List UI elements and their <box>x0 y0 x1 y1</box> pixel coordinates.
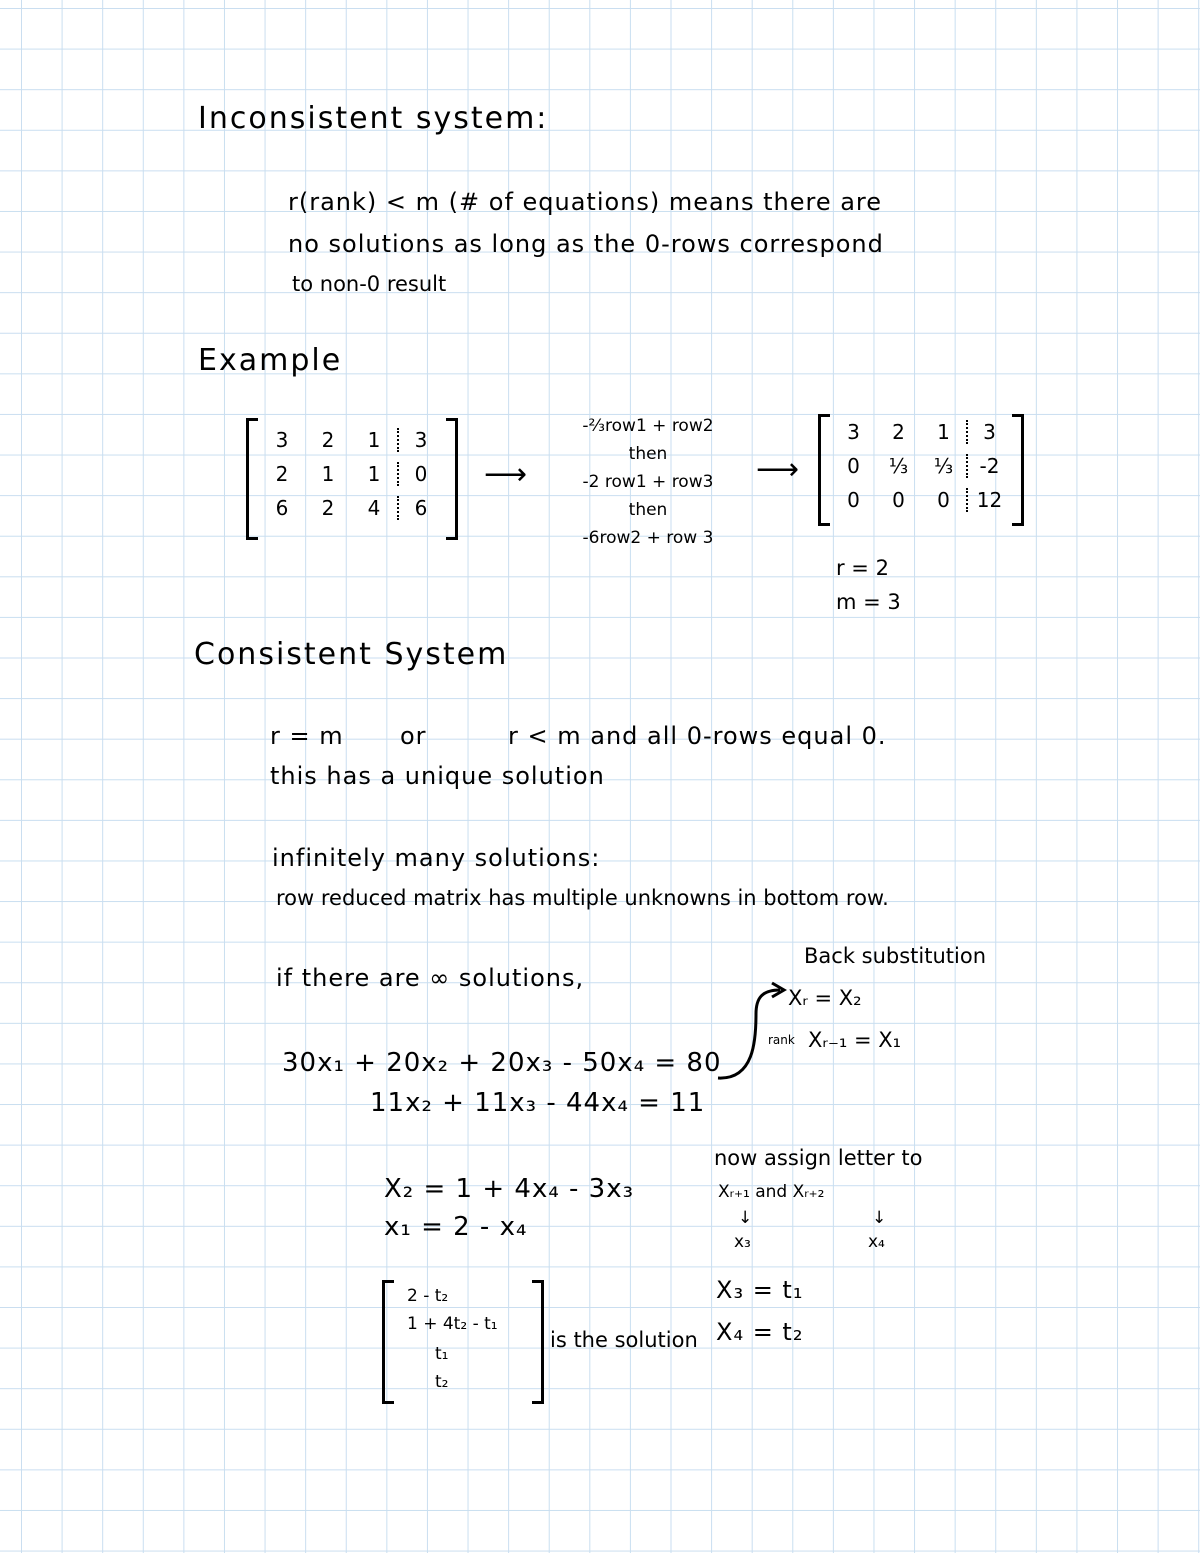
solution-entry: t₁ <box>435 1344 449 1364</box>
solution-vector <box>382 1280 544 1404</box>
augmented-matrix <box>246 418 458 540</box>
reduced-matrix-cells <box>831 420 1011 512</box>
solution-entry: 2 - t₂ <box>407 1286 449 1306</box>
infinite-line: row reduced matrix has multiple unknowns in bottom row. <box>276 886 889 910</box>
assign-x3: x₃ <box>734 1232 751 1252</box>
matrix-cell: 1 <box>367 428 381 452</box>
matrix-cell: 3 <box>847 420 860 444</box>
reduced-matrix <box>818 414 1024 526</box>
consistent-cond-c: r < m and all 0-rows equal 0. <box>508 722 887 750</box>
matrix-cell: 0 <box>937 488 950 512</box>
matrix-cell: 1 <box>367 462 381 486</box>
consistent-line-2: this has a unique solution <box>270 762 605 790</box>
right-arrow-icon: ⟶ <box>484 457 528 492</box>
matrix-cell: 2 <box>892 420 905 444</box>
x4-assignment: X₄ = t₂ <box>716 1318 804 1346</box>
rank-value: r = 2 <box>836 556 889 580</box>
x2-expression: X₂ = 1 + 4x₄ - 3x₃ <box>384 1174 635 1204</box>
consistent-cond-a: r = m <box>270 722 344 750</box>
matrix-cell: ⅓ <box>888 454 909 478</box>
assign-line: Xᵣ₊₁ and Xᵣ₊₂ <box>718 1182 825 1202</box>
matrix-cell: 12 <box>966 488 1011 512</box>
inconsistent-line-2: no solutions as long as the 0-rows correspond <box>288 230 884 258</box>
matrix-cell: 3 <box>966 420 1011 444</box>
rank-label: rank <box>768 1033 795 1047</box>
equation-count-value: m = 3 <box>836 590 901 614</box>
inconsistent-heading: Inconsistent system: <box>198 101 549 136</box>
matrix-cell: 0 <box>847 488 860 512</box>
matrix-cell: 3 <box>397 428 443 452</box>
matrix-cell: 6 <box>397 496 443 520</box>
back-sub-line-2: Xᵣ₋₁ = X₁ <box>808 1028 902 1052</box>
matrix-cell: 0 <box>847 454 860 478</box>
matrix-cell: 6 <box>275 496 289 520</box>
equation-2: 11x₂ + 11x₃ - 44x₄ = 11 <box>370 1088 706 1118</box>
matrix-cell: 1 <box>937 420 950 444</box>
example-heading: Example <box>198 343 343 378</box>
row-op-line: -2 row1 + row3 <box>582 472 714 492</box>
back-substitution-title: Back substitution <box>804 944 987 968</box>
equation-1: 30x₁ + 20x₂ + 20x₃ - 50x₄ = 80 <box>282 1048 722 1078</box>
is-solution-label: is the solution <box>550 1328 698 1352</box>
down-arrow-icon: ↓ <box>738 1208 753 1228</box>
matrix-cell: 2 <box>321 428 335 452</box>
row-operations <box>548 412 748 552</box>
consistent-heading: Consistent System <box>194 637 509 672</box>
row-op-line: -6row2 + row 3 <box>582 528 714 548</box>
back-sub-line-1: Xᵣ = X₂ <box>788 986 862 1010</box>
matrix-cell: 0 <box>397 462 443 486</box>
inconsistent-line-3: to non-0 result <box>292 272 447 296</box>
down-arrow-icon: ↓ <box>872 1208 887 1228</box>
matrix-cell: 0 <box>892 488 905 512</box>
matrix-cell: 4 <box>367 496 381 520</box>
matrix-cell: 2 <box>321 496 335 520</box>
assign-title: now assign letter to <box>714 1146 923 1170</box>
solution-entry: 1 + 4t₂ - t₁ <box>407 1314 498 1334</box>
infinite-heading: infinitely many solutions: <box>272 844 601 872</box>
infinite-solutions-line: if there are ∞ solutions, <box>276 964 585 992</box>
matrix-cell: 3 <box>275 428 289 452</box>
assign-x4: x₄ <box>868 1232 885 1252</box>
inconsistent-line-1: r(rank) < m (# of equations) means there are <box>288 188 883 216</box>
row-op-line: then <box>628 444 668 464</box>
curved-arrow-icon <box>714 980 794 1086</box>
matrix-cell: 1 <box>321 462 335 486</box>
matrix-cell: -2 <box>966 454 1011 478</box>
row-op-line: then <box>628 500 668 520</box>
x3-assignment: X₃ = t₁ <box>716 1276 804 1304</box>
matrix-cell: ⅓ <box>933 454 954 478</box>
solution-entry: t₂ <box>435 1372 449 1392</box>
row-op-line: -⅔row1 + row2 <box>582 416 714 436</box>
matrix-cell: 2 <box>275 462 289 486</box>
right-arrow-icon: ⟶ <box>756 452 800 487</box>
consistent-cond-b: or <box>400 722 427 750</box>
augmented-matrix-cells <box>259 428 443 520</box>
x1-expression: x₁ = 2 - x₄ <box>384 1212 528 1242</box>
